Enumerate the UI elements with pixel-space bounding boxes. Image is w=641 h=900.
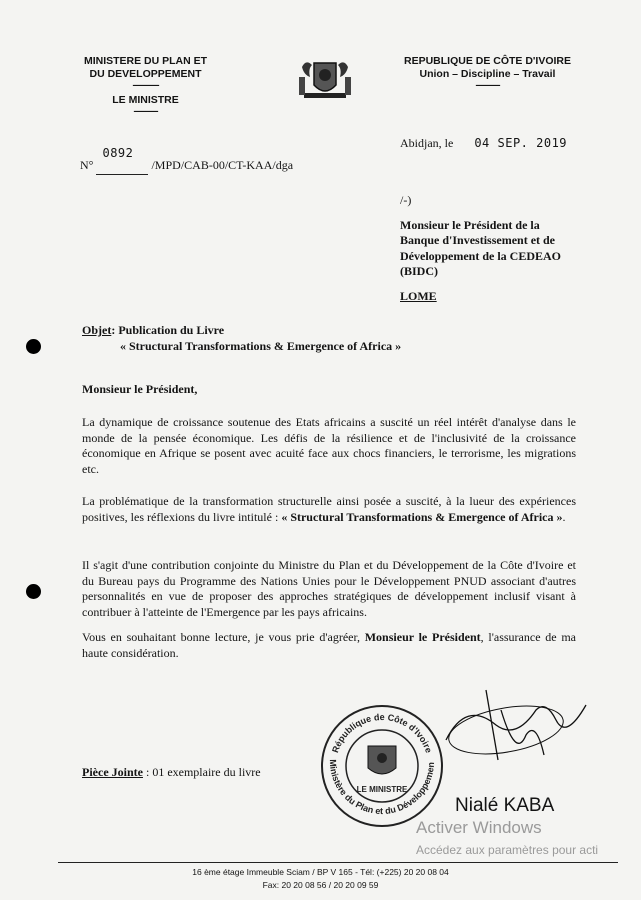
- paragraph-2-text: La problématique de la transformation structurelle ainsi posée a suscité, à la lueur des expériences positives, les réflexions du livre intitulé :: [82, 494, 576, 524]
- paragraph-3: Il s'agit d'une contribution conjointe du Ministre du Plan et du Développement de la Côte d'Ivoire et du Bureau pays du Programme des Nations Unies pour le Développement PNUD associant d'autres personnalités en vue de proposer des approches stratégiques de développement inclusif visant à contribuer à l'atteinte de l'Emergence par les pays africains.: [82, 558, 576, 619]
- ministry-name: MINISTERE DU PLAN ET DU DEVELOPPEMENT: [83, 55, 208, 80]
- attachment-label: Pièce Jointe: [82, 765, 143, 779]
- recipient-block: [400, 193, 600, 304]
- punch-hole: [26, 339, 41, 354]
- recipient-line3: Développement de la CEDEAO: [400, 248, 561, 263]
- reference-number: [80, 146, 294, 175]
- signature-icon: [426, 680, 596, 780]
- divider: -------------: [132, 80, 159, 90]
- country-name: REPUBLIQUE DE CÔTE D'IVOIRE: [403, 55, 571, 67]
- minister-role: LE MINISTRE: [112, 94, 179, 106]
- paragraph-2-book-title: « Structural Transformations & Emergence of Africa »: [281, 509, 563, 524]
- republic-header: [395, 55, 580, 89]
- recipient-line2: Banque d'Investissement et de: [400, 233, 556, 247]
- national-motto: Union – Discipline – Travail: [419, 68, 556, 80]
- recipient-city: LOME: [400, 288, 437, 303]
- recipient-line1: Monsieur le Président de la: [400, 217, 540, 232]
- recipient-line4: (BIDC): [400, 264, 438, 278]
- activation-watermark-subtitle: Accédez aux paramètres pour acti: [416, 843, 599, 857]
- subject-text: : Publication du Livre: [111, 323, 225, 337]
- recipient-marker: /-): [400, 193, 412, 207]
- ministry-header: [78, 55, 213, 115]
- date: 04 SEP. 2019: [474, 136, 568, 150]
- paragraph-4-text: Vous en souhaitant bonne lecture, je vous prie d'agréer,: [82, 630, 365, 644]
- place: Abidjan, le: [400, 136, 454, 150]
- salutation: Monsieur le Président,: [82, 382, 198, 396]
- paragraph-4-address: Monsieur le Président: [364, 630, 481, 644]
- stamp-top-text: République de Côte d'Ivoire: [330, 711, 434, 755]
- divider: ------------: [475, 80, 500, 90]
- paragraph-2-end: .: [562, 509, 566, 524]
- reference-suffix: /MPD/CAB-00/CT-KAA/dga: [151, 158, 294, 172]
- signatory-name: Nialé KABA: [455, 795, 555, 816]
- footer-rule: [58, 862, 618, 863]
- subject: [82, 323, 562, 354]
- attachment-text: : 01 exemplaire du livre: [142, 765, 261, 779]
- stamp-bottom-text: Ministère du Plan et du Développemen: [327, 759, 437, 817]
- footer-line-2: Fax: 20 20 08 56 / 20 20 09 59: [262, 880, 379, 890]
- paragraph-2: [82, 494, 576, 525]
- divider: ------------: [133, 106, 158, 116]
- reference-prefix: N°: [80, 158, 94, 172]
- stamp-center-text: LE MINISTRE: [356, 785, 408, 794]
- attachment: [82, 765, 261, 781]
- punch-hole: [26, 584, 41, 599]
- place-date: [400, 136, 567, 152]
- coat-of-arms-icon: [296, 55, 354, 103]
- subject-label: Objet: [82, 323, 112, 337]
- activation-watermark-title: Activer Windows: [416, 818, 542, 837]
- subject-title: « Structural Transformations & Emergence of Africa »: [120, 338, 402, 353]
- paragraph-4: [82, 630, 576, 661]
- paragraph-4-end: , l'assurance de ma haute considération.: [82, 630, 577, 660]
- reference-handwritten-number: 0892: [102, 146, 134, 160]
- footer-line-1: 16 ème étage Immeuble Sciam / BP V 165 - Tél: (+225) 20 20 08 04: [192, 867, 449, 877]
- paragraph-1: La dynamique de croissance soutenue des Etats africains a suscité un réel intérêt d'analyse dans le monde de la pensée économique. Les défis de la résilience et de l'inclusivité de la croissance économique en Afrique se posent avec acuité face aux chocs financiers, le terrorisme, les migrations etc.: [82, 415, 576, 476]
- reference-blank: [96, 146, 148, 175]
